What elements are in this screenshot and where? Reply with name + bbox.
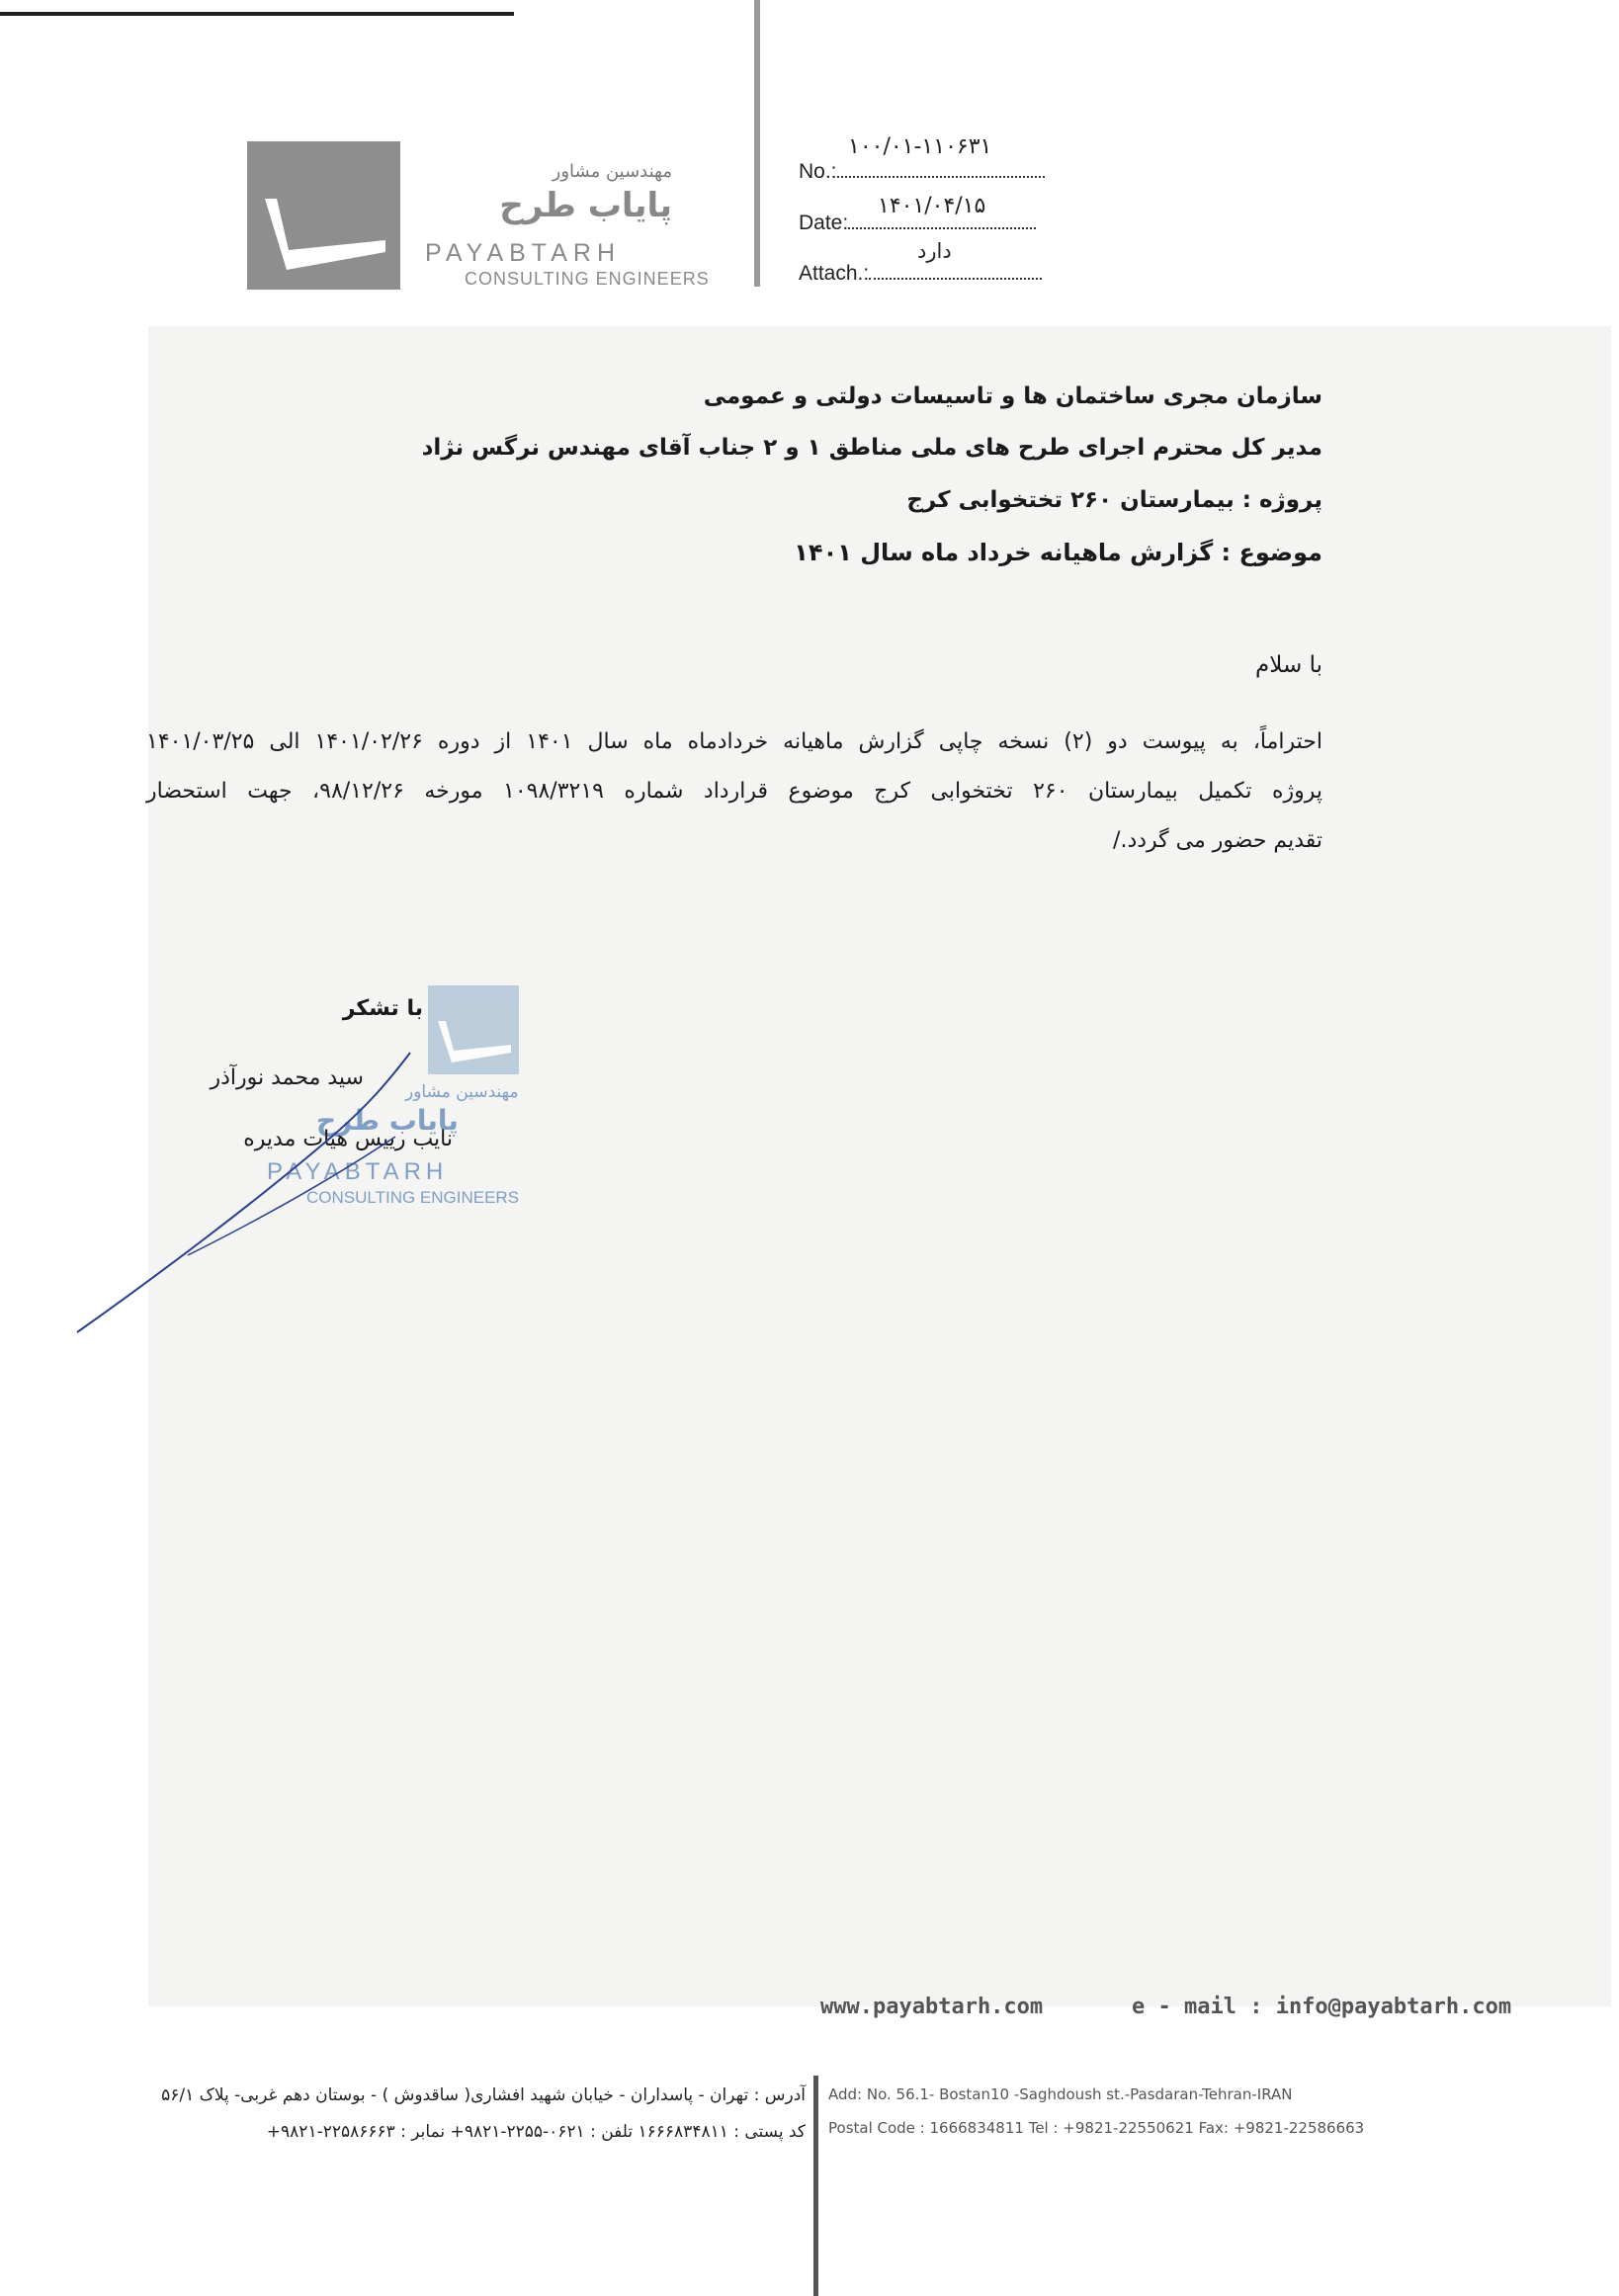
stamp-persian-subtitle: مهندسین مشاور <box>405 1082 519 1102</box>
letter-attach-value: دارد <box>917 239 952 263</box>
top-edge-rule <box>0 12 514 16</box>
letter-number-value: ۱۰۰/۰۱-۱۱۰۶۳۱ <box>848 134 992 159</box>
recipient-organization: سازمان مجری ساختمان ها و تاسیسات دولتی و عمومی <box>703 383 1322 409</box>
logo-persian-subtitle: مهندسین مشاور <box>552 161 672 182</box>
letter-date-value: ۱۴۰۱/۰۴/۱۵ <box>878 194 986 218</box>
footer-address-english: Add: No. 56.1- Bostan10 -Saghdoush st.-Pasdaran-Tehran-IRAN <box>828 2085 1293 2103</box>
footer-divider <box>813 2076 818 2296</box>
logo-swoosh-icon <box>247 141 400 290</box>
body-paragraph-line-1: احتراماً، به پیوست دو (۲) نسخه چاپی گزارش ماهیانه خردادماه ماه سال ۱۴۰۱ از دوره ۱۴۰۱/۰۲/۲۶ الی ۱۴۰۱/۰۳/۲۵ <box>146 729 1323 754</box>
letter-date-label: Date: <box>799 212 1036 235</box>
letter-number-label: No.: <box>799 160 1045 184</box>
stamp-english-subtitle: CONSULTING ENGINEERS <box>306 1188 520 1207</box>
footer-email: e - mail : info@payabtarh.com <box>1132 1995 1512 2019</box>
signatory-name: سید محمد نورآذر <box>210 1065 364 1090</box>
header-divider <box>754 0 760 287</box>
body-paragraph-line-3: تقدیم حضور می گردد./ <box>1113 828 1322 853</box>
stamp-persian-name: پایاب طرح <box>316 1104 459 1137</box>
project-line: پروژه : بیمارستان ۲۶۰ تختخوابی کرج <box>906 487 1322 513</box>
logo-english-name: PAYABTARH <box>425 239 622 267</box>
footer-website: www.payabtarh.com <box>820 1995 1044 2019</box>
footer-contact-persian: کد پستی : ۱۶۶۶۸۳۴۸۱۱ تلفن : ۰۶۲۱-۲۲۵۵-۹۸۲۱+ نمابر : ۲۲۵۸۶۶۶۳-۹۸۲۱+ <box>266 2122 806 2142</box>
stamp-english-name: PAYABTARH <box>267 1158 449 1185</box>
footer-address-persian: آدرس : تهران - پاسداران - خیابان شهید افشاری( ساقدوش ) - بوستان دهم غربی- پلاک ۵۶/۱ <box>161 2085 806 2105</box>
subject-line: موضوع : گزارش ماهیانه خرداد ماه سال ۱۴۰۱ <box>794 539 1322 566</box>
signatory-title: نایب رییس هیات مدیره <box>243 1127 453 1151</box>
footer-contact-english: Postal Code : 1666834811 Tel : +9821-22550621 Fax: +9821-22586663 <box>828 2119 1365 2137</box>
letter-attach-label: Attach.: <box>799 262 1042 286</box>
logo-english-subtitle: CONSULTING ENGINEERS <box>465 269 710 289</box>
logo-persian-name: پایاب طرح <box>499 186 672 225</box>
logo-mark <box>247 141 400 290</box>
body-paragraph-line-2: پروژه تکمیل بیمارستان ۲۶۰ تختخوابی کرج موضوع قرارداد شماره ۱۰۹۸/۳۲۱۹ مورخه ۹۸/۱۲/۲۶، جهت استحضار <box>146 779 1323 804</box>
greeting: با سلام <box>1255 652 1322 678</box>
handwritten-signature <box>69 1028 484 1344</box>
closing-thanks: با تشکر <box>342 996 423 1021</box>
recipient-person: مدیر کل محترم اجرای طرح های ملی مناطق ۱ و ۲ جناب آقای مهندس نرگس نژاد <box>421 435 1322 461</box>
